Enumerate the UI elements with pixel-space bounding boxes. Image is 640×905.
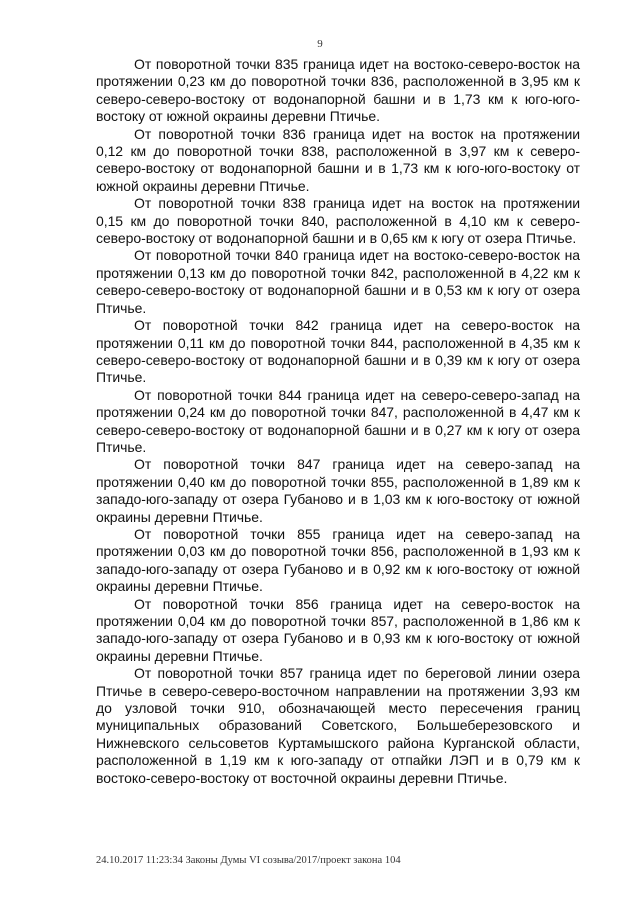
paragraph: От поворотной точки 856 граница идет на северо-восток на протяжении 0,04 км до поворотной точки 857, расположенной в 1,86 км к западо-юго-западу от озера Губаново и в 0,93 км к юго-востоку от южной окраины деревни Птичье. <box>96 595 580 664</box>
paragraph: От поворотной точки 838 граница идет на восток на протяжении 0,15 км до поворотной точки 840, расположенной в 4,10 км к северо-северо-востоку от водонапорной башни и в 0,65 км к югу от озера Птичье. <box>96 195 580 247</box>
paragraph: От поворотной точки 836 граница идет на восток на протяжении 0,12 км до поворотной точки 838, расположенной в 3,97 км к северо-северо-востоку от водонапорной башни и в 1,73 км к юго-юго-востоку от южной окраины деревни Птичье. <box>96 125 580 194</box>
paragraph: От поворотной точки 840 граница идет на востоко-северо-восток на протяжении 0,13 км до поворотной точки 842, расположенной в 4,22 км к северо-северо-востоку от водонапорной башни и в 0,53 км к югу от озера Птичье. <box>96 247 580 316</box>
paragraph: От поворотной точки 857 граница идет по береговой линии озера Птичье в северо-северо-восточном направлении на протяжении 3,93 км до узловой точки 910, обозначающей место пересечения границ муниципальных образований Советского, Большеберезовского и Нижневского сельсоветов Куртамышского района Курганской области, расположенной в 1,19 км к юго-западу от отпайки ЛЭП и в 0,79 км к востоко-северо-востоку от восточной окраины деревни Птичье. <box>96 665 580 786</box>
paragraph: От поворотной точки 842 граница идет на северо-восток на протяжении 0,11 км до поворотной точки 844, расположенной в 4,35 км к северо-северо-востоку от водонапорной башни и в 0,39 км к югу от озера Птичье. <box>96 317 580 386</box>
document-body <box>96 56 580 787</box>
paragraph: От поворотной точки 835 граница идет на востоко-северо-восток на протяжении 0,23 км до поворотной точки 836, расположенной в 3,95 км к северо-северо-востоку от водонапорной башни и в 1,73 км к юго-юго-востоку от южной окраины деревни Птичье. <box>96 56 580 125</box>
paragraph: От поворотной точки 847 граница идет на северо-запад на протяжении 0,40 км до поворотной точки 855, расположенной в 1,89 км к западо-юго-западу от озера Губаново и в 1,03 км к юго-востоку от южной окраины деревни Птичье. <box>96 456 580 525</box>
paragraph: От поворотной точки 844 граница идет на северо-северо-запад на протяжении 0,24 км до поворотной точки 847, расположенной в 4,47 км к северо-северо-востоку от водонапорной башни и в 0,27 км к югу от озера Птичье. <box>96 386 580 455</box>
page-number: 9 <box>317 38 323 50</box>
paragraph: От поворотной точки 855 граница идет на северо-запад на протяжении 0,03 км до поворотной точки 856, расположенной в 1,93 км к западо-юго-западу от озера Губаново и в 0,92 км к юго-востоку от южной окраины деревни Птичье. <box>96 525 580 595</box>
page-footer: 24.10.2017 11:23:34 Законы Думы VI созыва/2017/проект закона 104 <box>96 855 401 866</box>
